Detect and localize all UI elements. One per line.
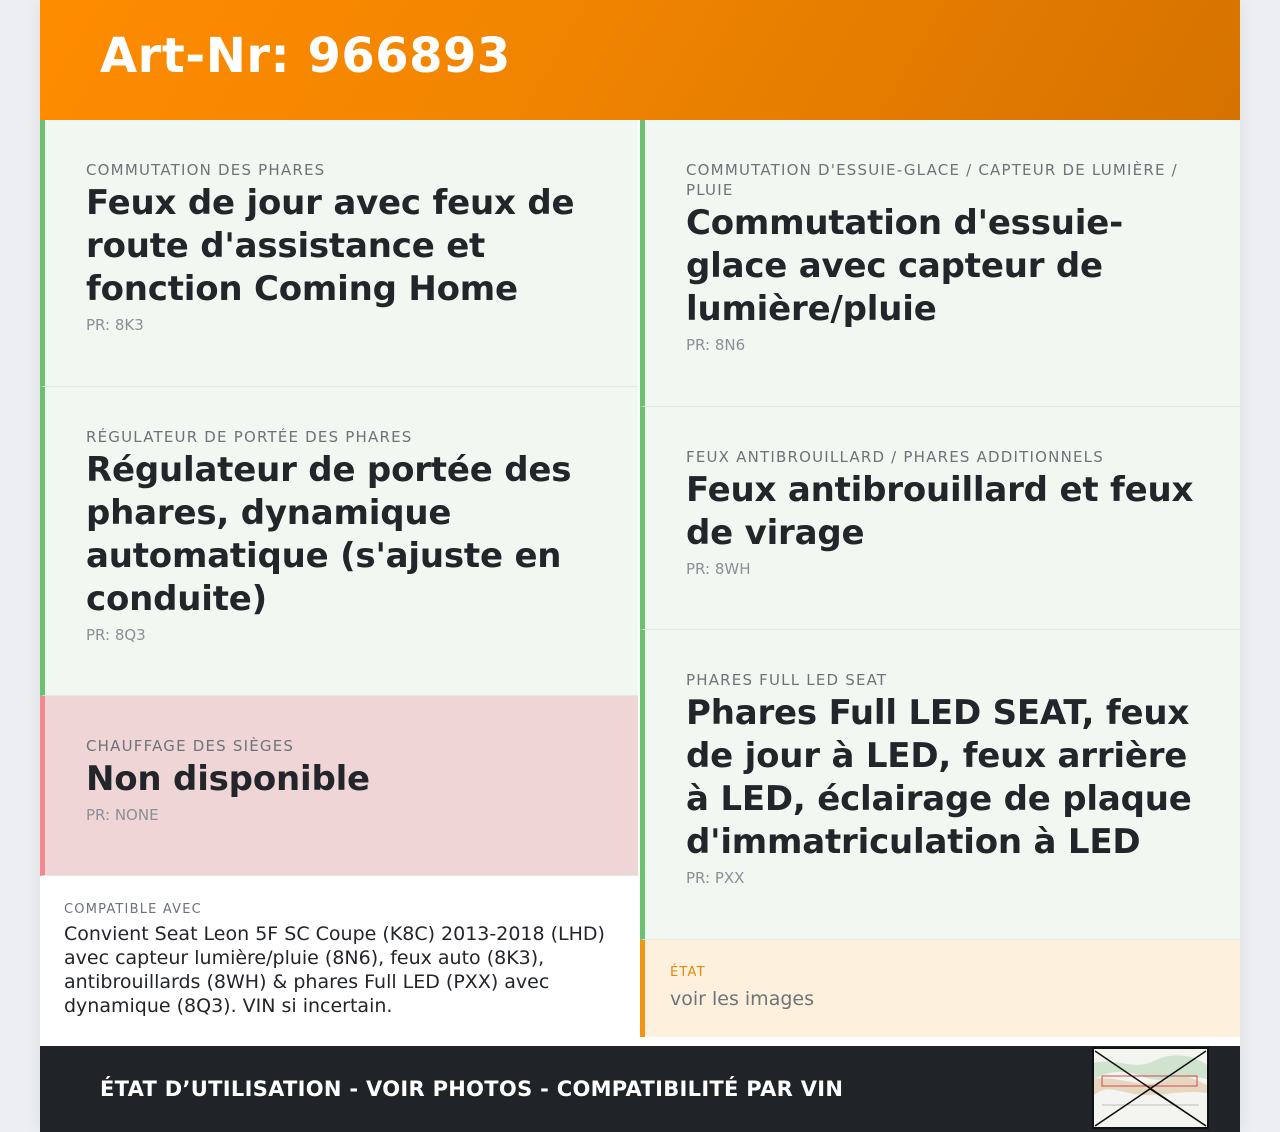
registration-document-thumbnail[interactable] (1092, 1047, 1209, 1129)
feature-pr-code: PR: 8WH (686, 560, 751, 578)
feature-value: Régulateur de portée des phares, dynamique automatique (s'ajuste en conduite) (86, 450, 572, 619)
condition-value: voir les images (670, 988, 814, 1010)
compatibility-text: Convient Seat Leon 5F SC Coupe (K8C) 2013-2018 (LHD) avec capteur lumière/pluie (8N6), feux auto (8K3), antibrouillards (8WH) & phares Full LED (PXX) avec dynamique (8Q3). VIN si incertain. (64, 923, 605, 1017)
feature-category: COMMUTATION DES PHARES (86, 161, 326, 179)
feature-card-headlight-range (40, 387, 638, 696)
product-sheet (40, 0, 1240, 1132)
feature-category: COMMUTATION D'ESSUIE-GLACE / CAPTEUR DE LUMIÈRE / PLUIE (686, 161, 1178, 199)
feature-value: Commutation d'essuie-glace avec capteur de lumière/pluie (686, 203, 1123, 329)
feature-value: Non disponible (86, 759, 370, 799)
feature-pr-code: PR: 8N6 (686, 336, 746, 354)
condition-box (640, 940, 1240, 1037)
feature-card-fog-lights (640, 407, 1240, 630)
footer-bar (40, 1046, 1240, 1132)
article-number-title: Art-Nr: 966893 (100, 28, 511, 84)
feature-value: Feux antibrouillard et feux de virage (686, 470, 1194, 553)
feature-pr-code: PR: PXX (686, 869, 745, 887)
feature-value: Feux de jour avec feux de route d'assistance et fonction Coming Home (86, 183, 575, 309)
compatibility-label: COMPATIBLE AVEC (64, 902, 202, 917)
feature-category: RÉGULATEUR DE PORTÉE DES PHARES (86, 428, 413, 446)
feature-pr-code: PR: NONE (86, 806, 159, 824)
feature-card-full-led (640, 630, 1240, 940)
feature-category: FEUX ANTIBROUILLARD / PHARES ADDITIONNELS (686, 448, 1104, 466)
header-banner (40, 0, 1240, 120)
feature-card-headlight-switching (40, 120, 638, 387)
document-envelope-icon (1094, 1049, 1207, 1127)
feature-pr-code: PR: 8Q3 (86, 626, 146, 644)
condition-label: ÉTAT (670, 965, 706, 980)
feature-category: CHAUFFAGE DES SIÈGES (86, 737, 295, 755)
compatibility-box (40, 876, 638, 1046)
feature-card-seat-heating (40, 696, 638, 876)
feature-card-wiper-sensor (640, 120, 1240, 407)
feature-pr-code: PR: 8K3 (86, 316, 144, 334)
footer-tagline: ÉTAT D’UTILISATION - VOIR PHOTOS - COMPATIBILITÉ PAR VIN (100, 1077, 844, 1101)
feature-category: PHARES FULL LED SEAT (686, 671, 888, 689)
feature-value: Phares Full LED SEAT, feux de jour à LED, feux arrière à LED, éclairage de plaque d'immatriculation à LED (686, 693, 1192, 862)
